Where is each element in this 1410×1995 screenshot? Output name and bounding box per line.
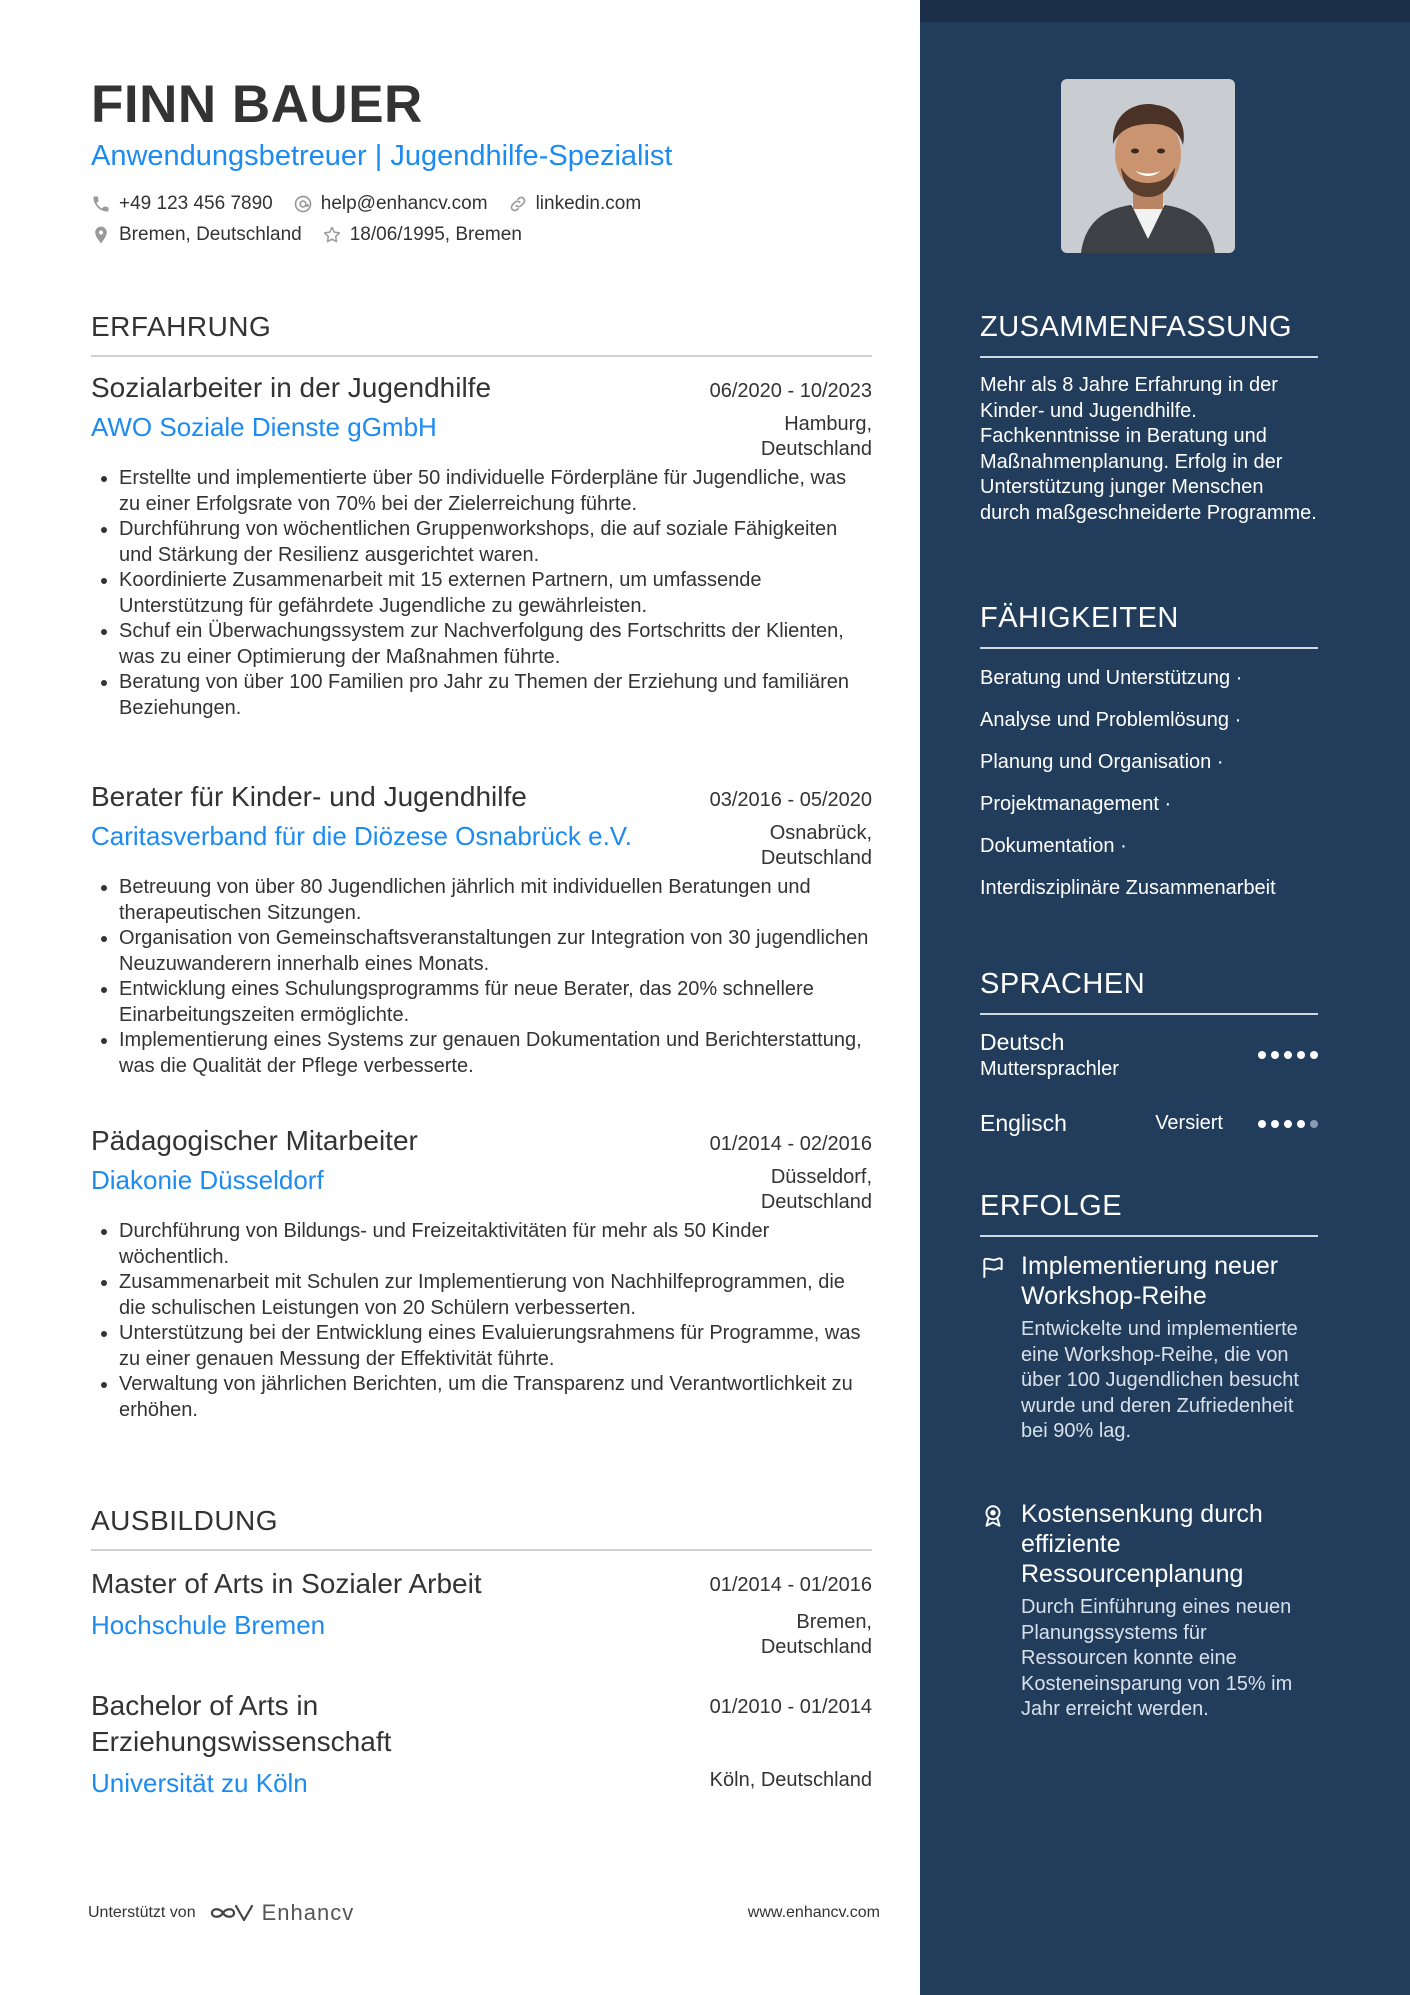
education-entry (91, 1566, 872, 1660)
enhancv-brand-text: Enhancv (261, 1900, 355, 1925)
link-icon (508, 194, 528, 214)
achievement-desc: Entwickelte und implementierte eine Workshop-Reihe, die von über 100 Jugendlichen besucht wurde und deren Zufriedenheit bei 90% lag. (1021, 1318, 1299, 1442)
achievement-item (980, 1499, 1318, 1723)
rating-dot (1297, 1120, 1305, 1128)
edu-degree: Master of Arts in Sozialer Arbeit (91, 1568, 482, 1599)
rating-dot (1284, 1120, 1292, 1128)
phone-icon (91, 194, 111, 214)
edu-degree: Bachelor of Arts in Erziehungswissenschaft (91, 1690, 392, 1757)
job-entry (91, 372, 872, 721)
skills-list (980, 664, 1330, 916)
sidebar-top-bar (920, 0, 1410, 22)
enhancv-logo-icon (208, 1902, 254, 1924)
star-icon (322, 225, 342, 245)
job-role: Sozialarbeiter in der Jugendhilfe (91, 372, 492, 403)
job-bullet: • Erstellte und implementierte über 50 individuelle Förderpläne für Jugendliche, was zu einer Erfolgsrate von 70% bei der Zielerreichung führte. (119, 466, 872, 517)
location-pin-icon (91, 225, 111, 245)
job-date: 03/2016 - 05/2020 (709, 789, 872, 811)
candidate-title: Anwendungsbetreuer | Jugendhilfe-Spezialist (91, 140, 673, 172)
contact-row-2 (91, 224, 542, 246)
at-icon (293, 194, 313, 214)
language-name: Deutsch (980, 1029, 1065, 1055)
language-item (980, 1110, 1318, 1137)
enhancv-logo[interactable] (208, 1900, 355, 1926)
rating-dot (1310, 1120, 1318, 1128)
job-bullet: • Durchführung von wöchentlichen Gruppenworkshops, die auf soziale Fähigkeiten und Stärkung der Resilienz ausgerichtet waren. (119, 517, 872, 568)
location-text: Bremen, Deutschland (119, 224, 302, 245)
rating-dot (1271, 1120, 1279, 1128)
job-bullet: • Verwaltung von jährlichen Berichten, um die Transparenz und Verantwortlichkeit zu erhöhen. (119, 1372, 872, 1423)
email-contact[interactable] (293, 193, 488, 215)
rating-dot (1258, 1120, 1266, 1128)
skill-item: Beratung und Unterstützung · (980, 667, 1243, 689)
edu-date: 01/2014 - 01/2016 (709, 1574, 872, 1596)
skill-item: Dokumentation · (980, 835, 1127, 857)
achievements-heading: ERFOLGE (980, 1190, 1318, 1237)
job-bullet: • Beratung von über 100 Familien pro Jahr zu Themen der Erziehung und familiären Beziehungen. (119, 670, 872, 721)
languages-heading: SPRACHEN (980, 968, 1318, 1015)
experience-heading: ERFAHRUNG (91, 311, 872, 357)
job-entry (91, 781, 872, 1079)
footer (88, 1900, 880, 1926)
achievement-title: Kostensenkung durch effiziente Ressourcenplanung (1021, 1500, 1263, 1588)
contact-row-1 (91, 193, 661, 215)
profile-photo (1061, 79, 1235, 253)
achievement-desc: Durch Einführung eines neuen Planungssystems für Ressourcen konnte eine Kosteneinsparung von 15% im Jahr erreicht werden. (1021, 1596, 1293, 1720)
candidate-name: FINN BAUER (91, 75, 423, 134)
location-contact (91, 224, 302, 246)
flag-icon (980, 1255, 1006, 1281)
job-role: Berater für Kinder- und Jugendhilfe (91, 781, 527, 812)
edu-school: Universität zu Köln (91, 1768, 308, 1798)
phone-contact[interactable] (91, 193, 273, 215)
phone-text: +49 123 456 7890 (119, 193, 273, 214)
job-bullet: • Koordinierte Zusammenarbeit mit 15 externen Partnern, um umfassende Unterstützung für gefährdete Jugendliche zu gewährleisten. (119, 568, 872, 619)
birth-text: 18/06/1995, Bremen (349, 224, 522, 245)
job-company: AWO Soziale Dienste gGmbH (91, 412, 437, 442)
email-text: help@enhancv.com (320, 193, 488, 214)
job-bullet: • Betreuung von über 80 Jugendlichen jährlich mit individuellen Beratungen und therapeutischen Sitzungen. (119, 875, 872, 926)
linkedin-contact[interactable] (508, 193, 642, 215)
language-item (980, 1029, 1318, 1081)
job-company: Caritasverband für die Diözese Osnabrück e.V. (91, 821, 632, 851)
skill-item: Interdisziplinäre Zusammenarbeit (980, 877, 1276, 899)
job-date: 06/2020 - 10/2023 (709, 380, 872, 402)
job-bullets (91, 466, 872, 721)
sidebar (920, 0, 1410, 1995)
linkedin-text: linkedin.com (535, 193, 642, 214)
job-bullet: • Zusammenarbeit mit Schulen zur Implementierung von Nachhilfeprogrammen, die die schulischen Leistungen von 20 Schülern verbesserten. (119, 1270, 872, 1321)
job-role: Pädagogischer Mitarbeiter (91, 1125, 418, 1156)
rating-dot (1284, 1051, 1292, 1059)
skill-item: Projektmanagement · (980, 793, 1172, 815)
edu-location: Bremen, Deutschland (760, 1611, 872, 1658)
job-bullet: • Entwicklung eines Schulungsprogramms für neue Berater, das 20% schnellere Einarbeitungszeiten ermöglichte. (119, 977, 872, 1028)
edu-location: Köln, Deutschland (709, 1769, 872, 1791)
rating-dot (1271, 1051, 1279, 1059)
edu-date: 01/2010 - 01/2014 (709, 1696, 872, 1718)
achievement-item (980, 1251, 1318, 1445)
edu-school: Hochschule Bremen (91, 1610, 326, 1640)
job-bullet: • Schuf ein Überwachungssystem zur Nachverfolgung des Fortschritts der Klienten, was zu einer Optimierung der Maßnahmen führte. (119, 619, 872, 670)
award-icon (980, 1503, 1006, 1529)
job-bullet: • Unterstützung bei der Entwicklung eines Evaluierungsrahmens für Programme, was zu einer genauen Messung der Effektivität führte. (119, 1321, 872, 1372)
job-bullets (91, 1219, 872, 1423)
job-company: Diakonie Düsseldorf (91, 1165, 324, 1195)
achievement-title: Implementierung neuer Workshop-Reihe (1021, 1252, 1279, 1310)
language-name: Englisch (980, 1110, 1067, 1136)
job-location: Düsseldorf, Deutschland (760, 1166, 872, 1213)
language-rating (1253, 1051, 1318, 1059)
job-bullet: • Durchführung von Bildungs- und Freizeitaktivitäten für mehr als 50 Kinder wöchentlich. (119, 1219, 872, 1270)
job-bullet: • Implementierung eines Systems zur genauen Dokumentation und Berichterstattung, was die Qualität der Pflege verbesserte. (119, 1028, 872, 1079)
birth-contact (322, 224, 522, 246)
job-bullet: • Organisation von Gemeinschaftsveranstaltungen zur Integration von 30 jugendlichen Neuzuwanderern innerhalb eines Monats. (119, 926, 872, 977)
job-entry (91, 1125, 872, 1423)
rating-dot (1310, 1051, 1318, 1059)
footer-url[interactable]: www.enhancv.com (747, 1904, 880, 1921)
language-level: Versiert (1155, 1112, 1223, 1134)
education-entry (91, 1688, 872, 1799)
education-heading: AUSBILDUNG (91, 1505, 872, 1551)
summary-text: Mehr als 8 Jahre Erfahrung in der Kinder- und Jugendhilfe. Fachkenntnisse in Beratung und Maßnahmenplanung. Erfolg in der Unterstützung junger Menschen durch maßgeschneiderte Programme. (980, 374, 1317, 524)
language-level: Muttersprachler (980, 1058, 1119, 1080)
job-bullets (91, 875, 872, 1079)
rating-dot (1258, 1051, 1266, 1059)
powered-by-text: Unterstützt von (88, 1904, 196, 1921)
skill-item: Analyse und Problemlösung · (980, 709, 1242, 731)
summary-heading: ZUSAMMENFASSUNG (980, 311, 1318, 358)
skills-heading: FÄHIGKEITEN (980, 602, 1318, 649)
skill-item: Planung und Organisation · (980, 751, 1224, 773)
job-date: 01/2014 - 02/2016 (709, 1133, 872, 1155)
language-rating (1253, 1120, 1318, 1128)
job-location: Osnabrück, Deutschland (760, 822, 872, 869)
job-location: Hamburg, Deutschland (760, 413, 872, 460)
rating-dot (1297, 1051, 1305, 1059)
